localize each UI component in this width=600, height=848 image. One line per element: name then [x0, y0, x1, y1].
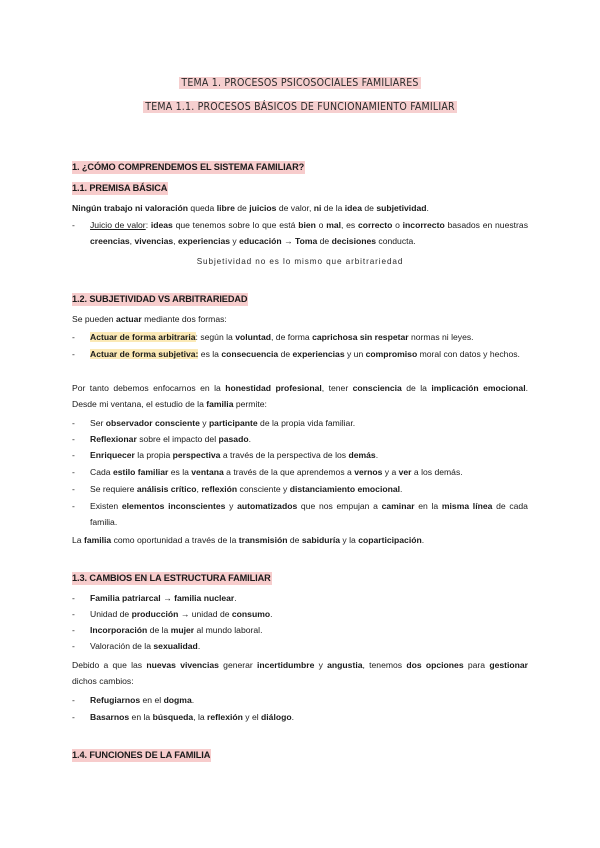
list-item: - Incorporación de la mujer al mundo laboral. [90, 622, 528, 638]
list-item-arbitraria: - Actuar de forma arbitraria: según la voluntad, de forma caprichosa sin respetar normas ni leyes. [90, 329, 528, 345]
list-item: - Unidad de producción → unidad de consumo. [90, 606, 528, 622]
paragraph-familia-oportunidad: La familia como oportunidad a través de la transmisión de sabiduría y la coparticipación. [72, 535, 425, 545]
paragraph-honestidad: Por tanto debemos enfocarnos en la honestidad profesional, tener consciencia de la implicación emocional. Desde mi ventana, el estudio de la familia permite: [72, 383, 528, 409]
list-item: - Ser observador consciente y participante de la propia vida familiar. [90, 415, 528, 431]
list-item: - Se requiere análisis crítico, reflexión consciente y distanciamiento emocional. [90, 481, 528, 497]
list-item-subjetiva: - Actuar de forma subjetiva: es la consecuencia de experiencias y un compromiso moral con datos y hechos. [90, 346, 528, 362]
list-item: - Refugiarnos en el dogma. [90, 692, 528, 708]
section-heading-1-1: 1.1. PREMISA BÁSICA [72, 183, 168, 193]
list-item: - Reflexionar sobre el impacto del pasado. [90, 431, 528, 447]
paragraph-nuevas-vivencias: Debido a que las nuevas vivencias generar incertidumbre y angustia, tenemos dos opciones para gestionar dichos cambios: [72, 660, 529, 686]
list-item: - Basarnos en la búsqueda, la reflexión y el diálogo. [90, 709, 528, 725]
note-subjetividad: Subjetividad no es lo mismo que arbitrariedad [196, 257, 404, 266]
list-item: - Cada estilo familiar es la ventana a través de la que aprendemos a vernos y a ver a los demás. [90, 464, 528, 480]
list-item: - Valoración de la sexualidad. [90, 638, 528, 654]
document-title: TEMA 1. PROCESOS PSICOSOCIALES FAMILIARES [181, 77, 419, 89]
section-heading-1: 1. ¿CÓMO COMPRENDEMOS EL SISTEMA FAMILIAR? [72, 162, 305, 172]
list-item: - Existen elementos inconscientes y automatizados que nos empujan a caminar en la misma línea de cada familia. [90, 498, 528, 530]
paragraph-premisa: Ningún trabajo ni valoración queda libre de juicios de valor, ni de la idea de subjetividad. [72, 203, 429, 213]
document-subtitle: TEMA 1.1. PROCESOS BÁSICOS DE FUNCIONAMIENTO FAMILIAR [145, 101, 455, 113]
paragraph-actuar: Se pueden actuar mediante dos formas: [72, 314, 227, 324]
list-item-juicio-valor: - Juicio de valor: ideas que tenemos sobre lo que está bien o mal, es correcto o incorrecto basados en nuestras creencias, vivencias, experiencias y educación → Toma de decisiones conducta. [90, 217, 528, 249]
list-item: - Enriquecer la propia perspectiva a través de la perspectiva de los demás. [90, 447, 528, 463]
section-heading-1-2: 1.2. SUBJETIVIDAD VS ARBITRARIEDAD [72, 294, 248, 304]
section-heading-1-4: 1.4. FUNCIONES DE LA FAMILIA [72, 750, 211, 760]
list-item: - Familia patriarcal → familia nuclear. [90, 590, 528, 606]
section-heading-1-3: 1.3. CAMBIOS EN LA ESTRUCTURA FAMILIAR [72, 573, 271, 583]
